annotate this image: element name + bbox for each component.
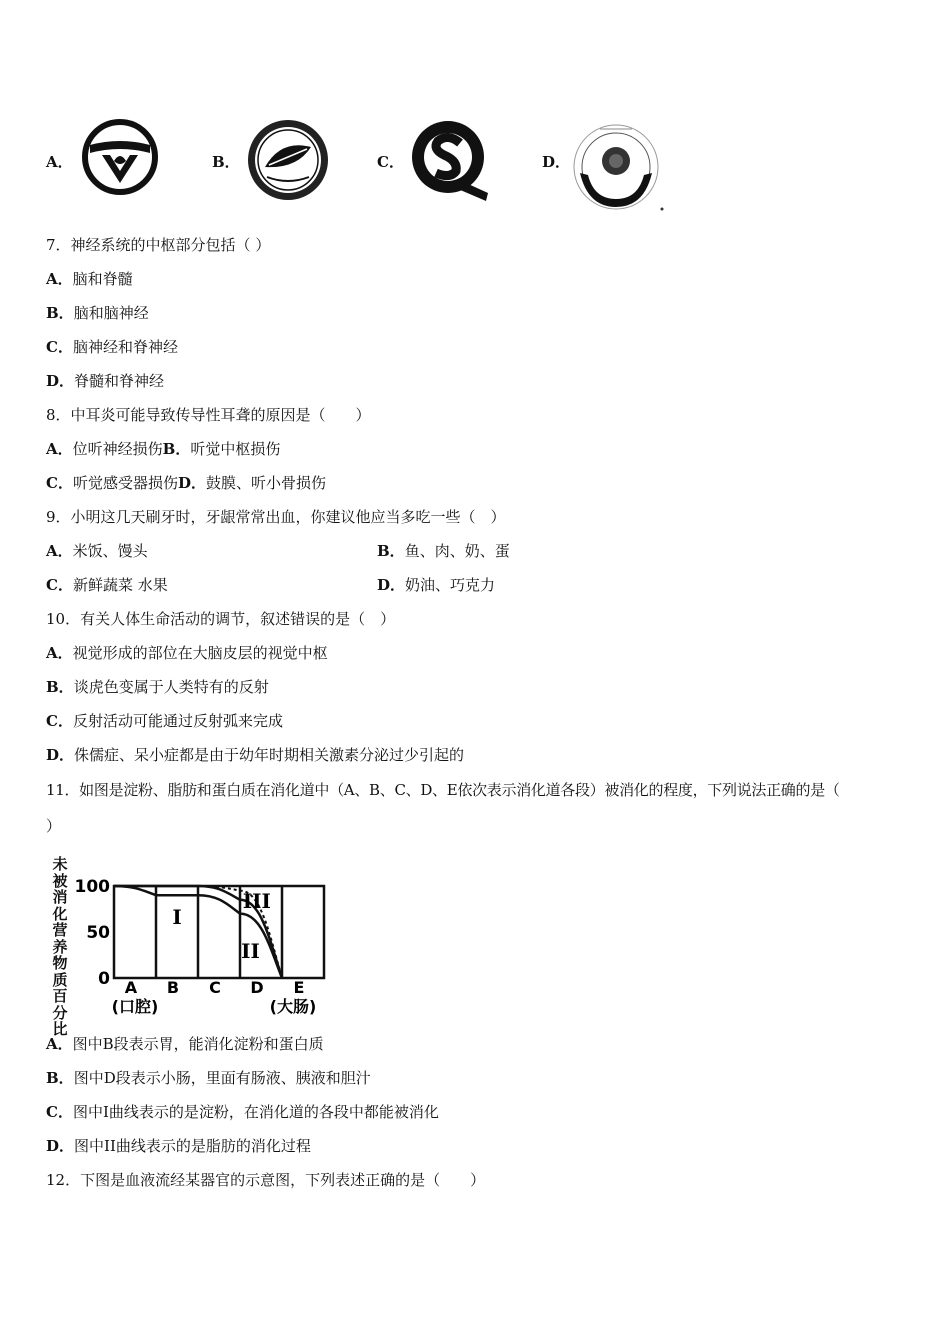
q8-options-line-1	[46, 439, 280, 459]
logo-option-a-label: A．	[46, 153, 73, 171]
option-letter: D．	[46, 372, 75, 390]
option-text: 奶油、巧克力	[405, 576, 496, 594]
q11-stem-line-2: ）	[46, 817, 62, 835]
q9-option-d[interactable]	[377, 575, 495, 595]
option-text: 脊髓和脊神经	[74, 372, 165, 390]
chart-y-axis-label-char: 被	[52, 871, 68, 890]
chart-y-axis-label-char: 营	[52, 921, 68, 939]
q11-option-a[interactable]	[46, 1034, 324, 1054]
q11-stem-line-1: 11．如图是淀粉、脂肪和蛋白质在消化道中（A、B、C、D、E依次表示消化道各段）被消化的程度，下列说法正确的是（	[46, 781, 840, 799]
qs-safety-logo-icon	[408, 117, 490, 203]
q9-option-c[interactable]	[46, 575, 168, 595]
q8-option-d[interactable]	[178, 474, 326, 492]
green-food-logo-icon	[80, 117, 160, 197]
option-text: 视觉形成的部位在大脑皮层的视觉中枢	[72, 644, 328, 662]
q9-option-a[interactable]	[46, 541, 148, 561]
option-letter: A．	[46, 644, 73, 662]
q8-option-b[interactable]	[163, 440, 281, 458]
option-letter: D．	[46, 746, 75, 764]
option-letter: B．	[377, 542, 405, 560]
chart-x-tick-label: C	[209, 978, 221, 997]
q7-option-b[interactable]	[46, 303, 149, 323]
q8-options-line-2	[46, 473, 326, 493]
option-text: 鱼、肉、奶、蛋	[404, 542, 510, 560]
option-text: 图中II曲线表示的是脂肪的消化过程	[74, 1137, 311, 1155]
logo-option-d-label: D．	[542, 153, 571, 171]
q7-stem: 7．神经系统的中枢部分包括（ ）	[46, 236, 271, 254]
option-text: 听觉中枢损伤	[190, 440, 281, 458]
quality-seal-leaf-icon	[245, 117, 331, 203]
q11-option-d[interactable]	[46, 1136, 311, 1156]
chart-y-axis-label-char: 养	[52, 937, 68, 956]
chart-series-label: II	[241, 939, 260, 963]
chart-x-tick-label: E	[293, 978, 305, 997]
chart-category-note: (大肠)	[269, 997, 317, 1016]
q11-option-c[interactable]	[46, 1102, 439, 1122]
chart-y-tick-label: 50	[86, 923, 110, 943]
official-round-seal-icon	[570, 123, 670, 215]
q8-stem: 8．中耳炎可能导致传导性耳聋的原因是（ ）	[46, 406, 371, 424]
option-text: 侏儒症、呆小症都是由于幼年时期相关激素分泌过少引起的	[74, 746, 465, 764]
q10-option-a[interactable]	[46, 643, 328, 663]
option-text: 脑和脊髓	[72, 270, 133, 288]
option-letter: A．	[46, 270, 73, 288]
option-letter: D．	[377, 576, 406, 594]
chart-svg	[46, 852, 356, 1022]
chart-series-label: III	[242, 889, 271, 913]
option-letter: A．	[46, 542, 73, 560]
option-text: 图中D段表示小肠，里面有肠液、胰液和胆汁	[73, 1069, 371, 1087]
option-text: 脑和脑神经	[73, 304, 149, 322]
q8-option-c[interactable]	[46, 474, 178, 492]
option-text: 米饭、馒头	[72, 542, 148, 560]
option-letter: C．	[46, 338, 73, 356]
q9-option-b[interactable]	[377, 541, 510, 561]
chart-y-axis-label-char: 未	[52, 855, 68, 873]
option-letter: B．	[46, 304, 74, 322]
q10-option-b[interactable]	[46, 677, 269, 697]
option-letter: B．	[162, 440, 191, 458]
logo-options-row	[0, 115, 950, 215]
chart-x-tick-label: B	[166, 978, 180, 997]
option-text: 位听神经损伤	[72, 440, 163, 458]
q7-option-c[interactable]	[46, 337, 178, 357]
q7-option-a[interactable]	[46, 269, 133, 289]
chart-y-axis-label-char: 百	[52, 987, 68, 1005]
option-text: 反射活动可能通过反射弧来完成	[72, 712, 283, 730]
option-text: 听觉感受器损伤	[72, 474, 178, 492]
option-text: 鼓膜、听小骨损伤	[205, 474, 326, 492]
chart-y-axis-label-char: 分	[52, 1003, 68, 1022]
q10-option-c[interactable]	[46, 711, 283, 731]
q10-option-d[interactable]	[46, 745, 464, 765]
option-letter: D．	[177, 474, 206, 492]
option-letter: D．	[46, 1137, 75, 1155]
option-text: 谈虎色变属于人类特有的反射	[73, 678, 269, 696]
option-letter: B．	[46, 678, 74, 696]
chart-x-tick-label: A	[124, 978, 138, 997]
option-letter: C．	[46, 576, 73, 594]
chart-y-tick-label: 100	[74, 877, 110, 897]
option-text: 脑神经和脊神经	[72, 338, 178, 356]
option-letter: C．	[46, 474, 73, 492]
chart-y-axis-label-char: 消	[52, 888, 68, 906]
q9-stem: 9．小明这几天刷牙时，牙龈常常出血，你建议他应当多吃一些（ ）	[46, 508, 506, 526]
chart-y-axis-label-char: 化	[52, 904, 68, 923]
chart-y-axis-label-char: 质	[52, 970, 68, 989]
chart-series-label: I	[172, 905, 182, 929]
q11-option-b[interactable]	[46, 1068, 371, 1088]
option-letter: C．	[46, 712, 73, 730]
digestion-chart	[46, 852, 356, 1038]
q7-option-d[interactable]	[46, 371, 164, 391]
q10-stem: 10．有关人体生命活动的调节，叙述错误的是（ ）	[46, 610, 396, 628]
option-letter: A．	[46, 1035, 73, 1053]
option-letter: C．	[46, 1103, 73, 1121]
logo-option-c-label: C．	[377, 153, 404, 171]
chart-category-note: (口腔)	[111, 997, 159, 1016]
chart-y-axis-label-char: 比	[52, 1020, 68, 1038]
q8-option-a[interactable]	[46, 440, 163, 458]
chart-x-tick-label: D	[250, 978, 264, 997]
option-text: 图中I曲线表示的是淀粉，在消化道的各段中都能被消化	[72, 1103, 439, 1121]
option-letter: A．	[46, 440, 73, 458]
logo-option-b-label: B．	[212, 153, 240, 171]
option-letter: B．	[46, 1069, 74, 1087]
q12-stem: 12．下图是血液流经某器官的示意图，下列表述正确的是（ ）	[46, 1171, 486, 1189]
chart-y-tick-label: 0	[98, 969, 110, 989]
option-text: 新鲜蔬菜 水果	[72, 576, 168, 594]
option-text: 图中B段表示胃，能消化淀粉和蛋白质	[72, 1035, 324, 1053]
chart-y-axis-label-char: 物	[52, 954, 68, 972]
